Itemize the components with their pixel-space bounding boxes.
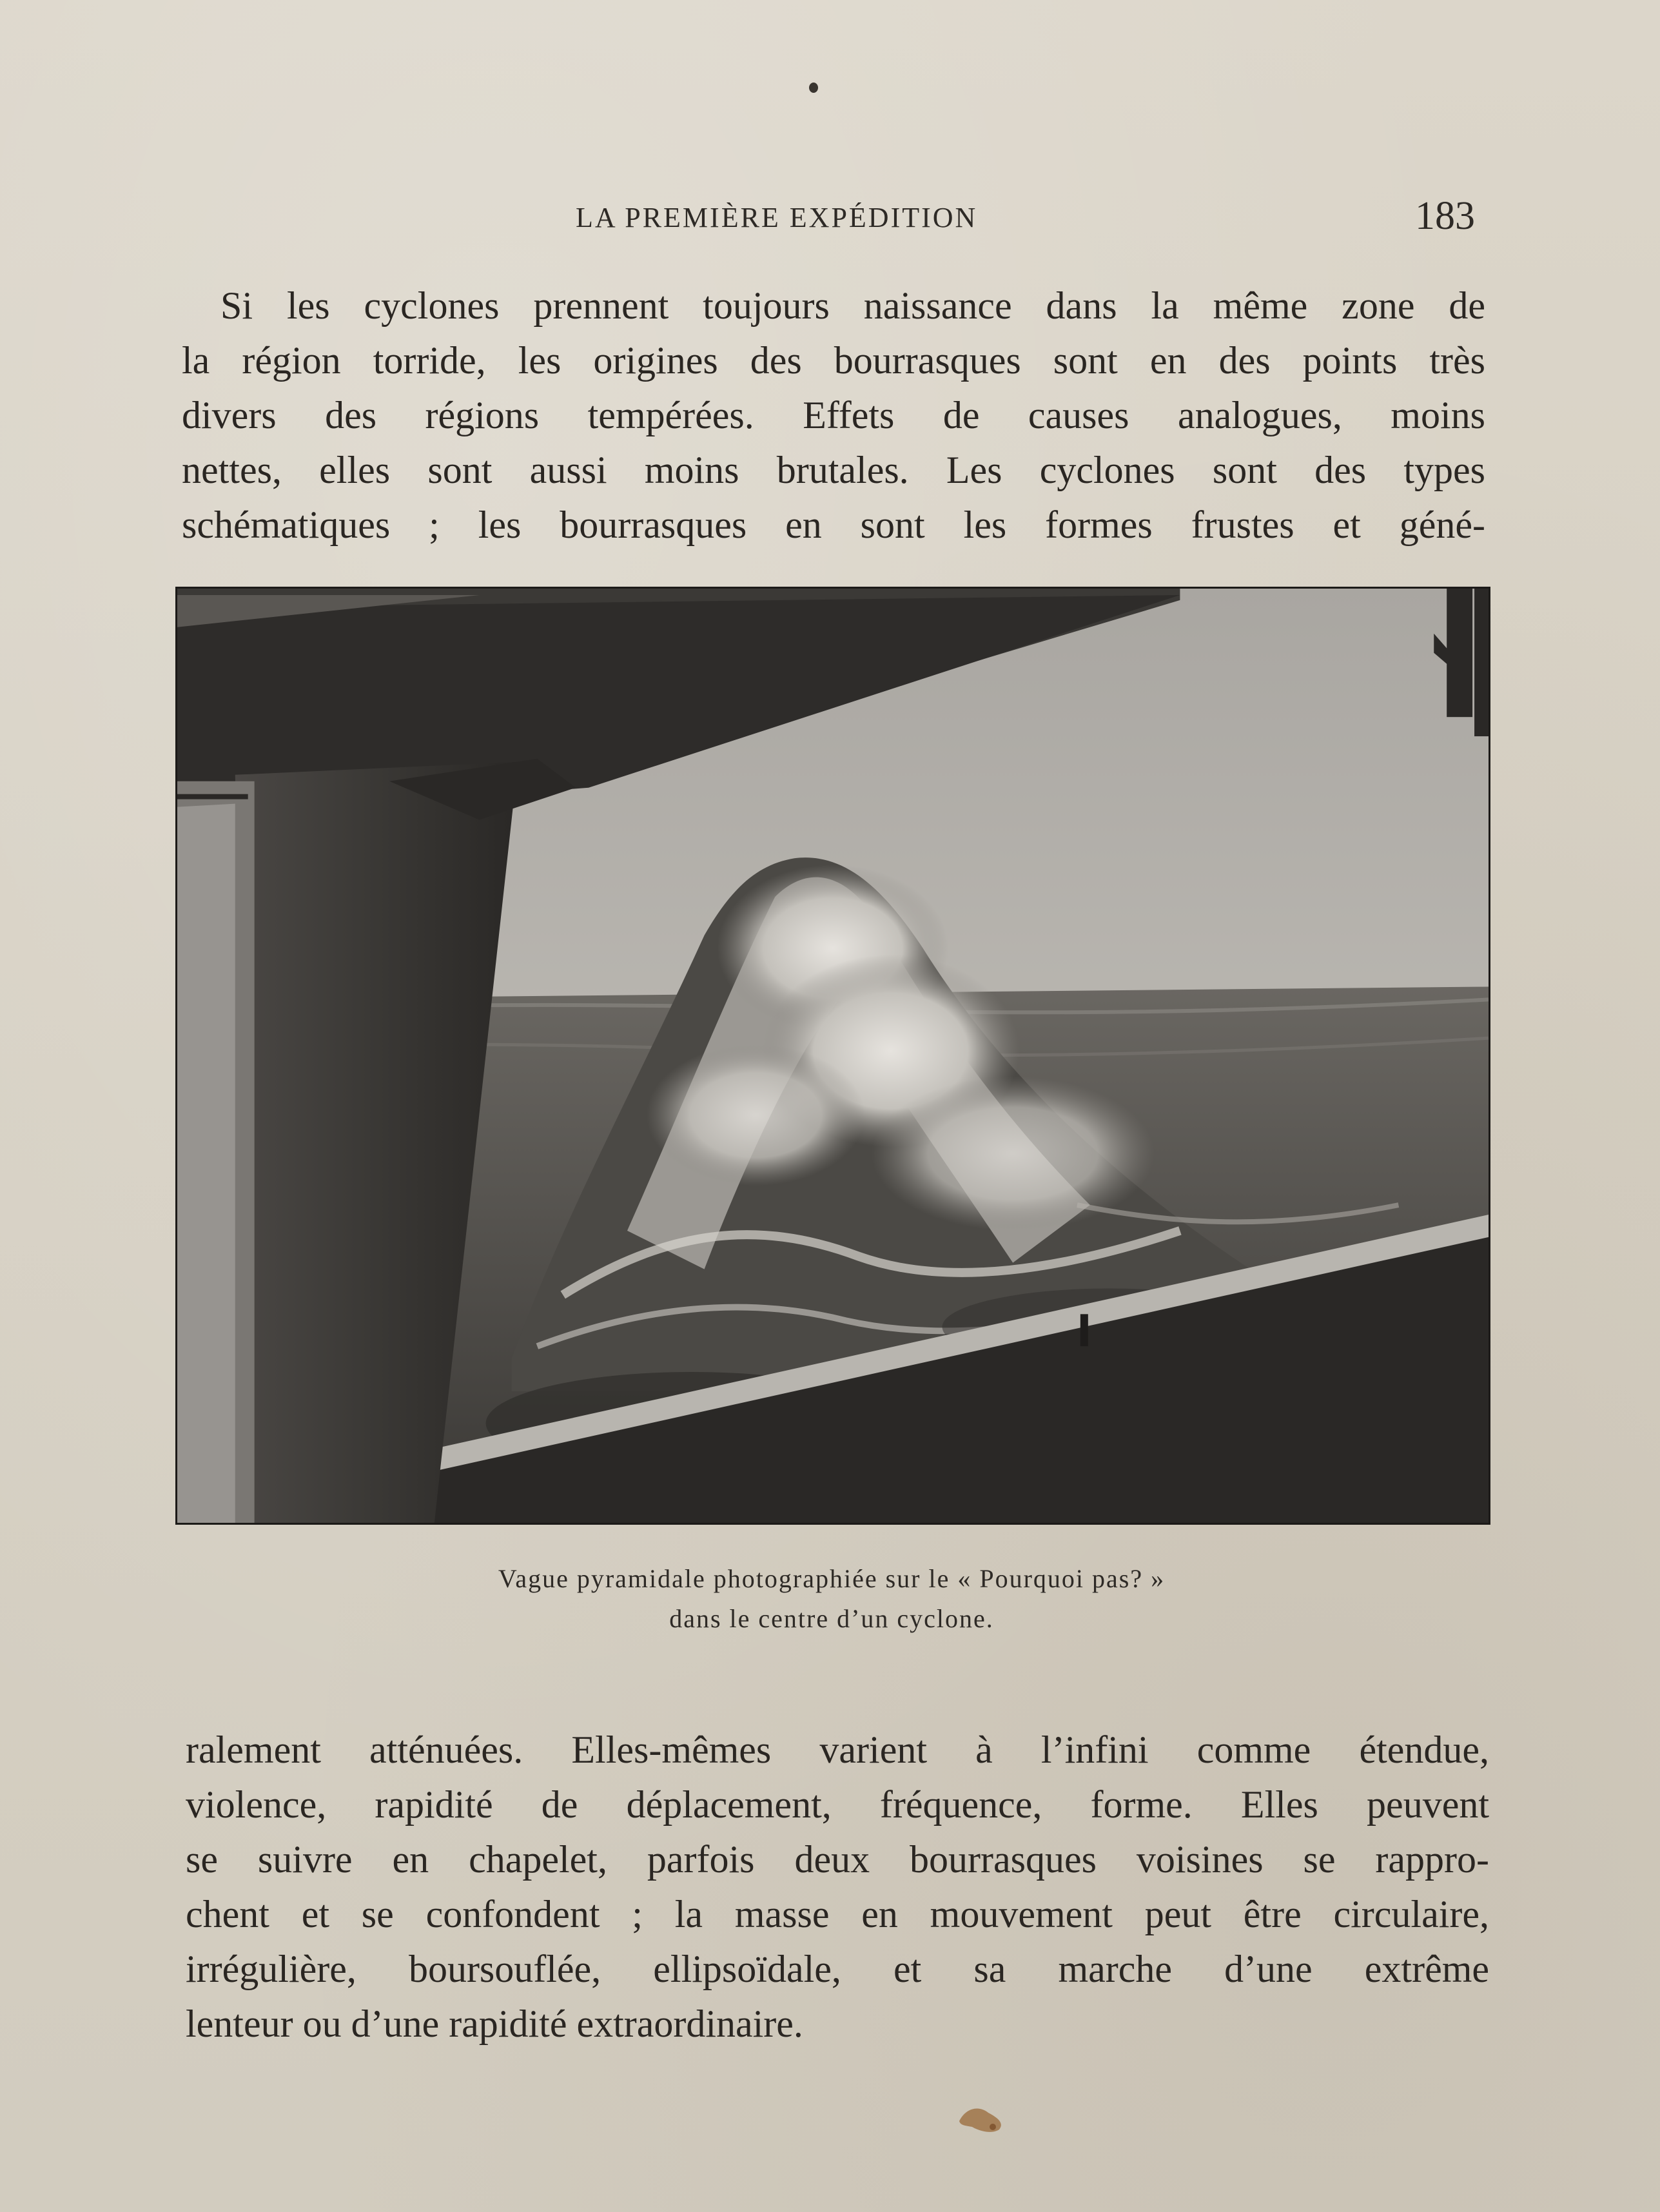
paragraph-1 (182, 279, 1485, 553)
paragraph-2-line: ralement atténuées. Elles-mêmes varient à l’infini comme étendue, (186, 1728, 1489, 1771)
paragraph-2-line: lenteur ou d’une rapidité extraordinaire. (186, 2002, 803, 2045)
running-title: LA PREMIÈRE EXPÉDITION (576, 202, 978, 233)
paragraph-1-line: Si les cyclones prennent toujours naissance dans la même zone de (220, 284, 1485, 327)
paragraph-2-line: irrégulière, boursouflée, ellipsoïdale, et sa marche d’une extrême (186, 1948, 1489, 1990)
paragraph-2-line: se suivre en chapelet, parfois deux bourrasques voisines se rappro- (186, 1838, 1489, 1881)
ink-speck (809, 83, 818, 93)
figure-caption-line-1: Vague pyramidale photographiée sur le « Pourquoi pas? » (498, 1564, 1166, 1593)
paragraph-1-line: schématiques ; les bourrasques en sont les formes frustes et géné- (182, 504, 1485, 546)
paragraph-1-line: nettes, elles sont aussi moins brutales. Les cyclones sont des types (182, 449, 1485, 491)
paragraph-2-line: chent et se confondent ; la masse en mouvement peut être circulaire, (186, 1893, 1489, 1935)
paragraph-1-line: la région torride, les origines des bourrasques sont en des points très (182, 339, 1485, 382)
paragraph-2-line: violence, rapidité de déplacement, fréquence, forme. Elles peuvent (186, 1783, 1489, 1826)
foxing-stain (953, 2099, 1011, 2137)
paragraph-2 (186, 1723, 1489, 2051)
wave-photograph (175, 587, 1490, 1525)
figure-caption-line-2: dans le centre d’un cyclone. (669, 1604, 994, 1633)
paragraph-1-line: divers des régions tempérées. Effets de causes analogues, moins (182, 394, 1485, 436)
wave-photo-illustration (177, 589, 1489, 1523)
page-number: 183 (1415, 194, 1475, 238)
